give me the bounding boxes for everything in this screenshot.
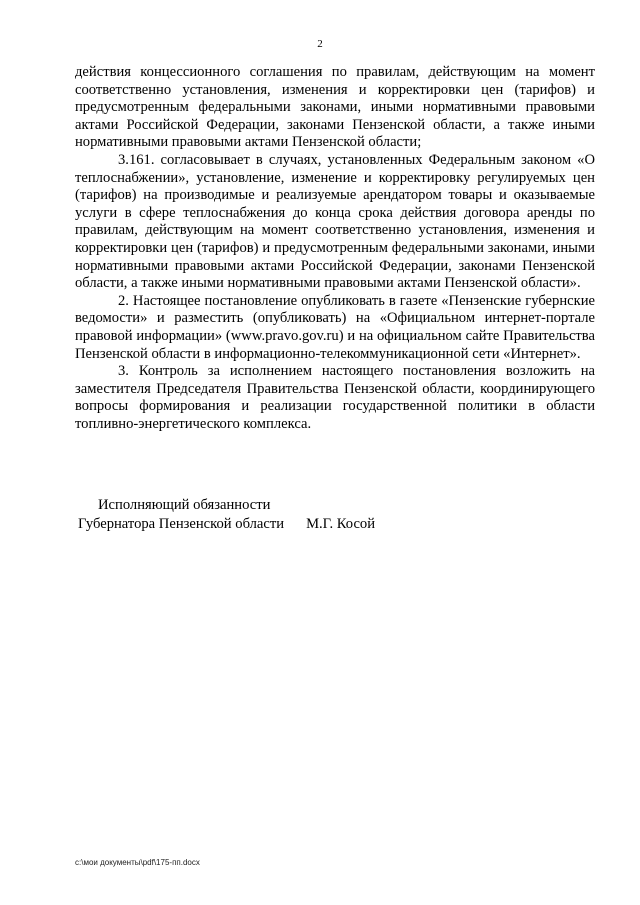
paragraph-control: 3. Контроль за исполнением настоящего постановления возложить на заместителя Председателя Правительства Пензенской области, координирующего вопросы формирования и реализации государственной политики в области топливно-энергетического комплекса. — [75, 363, 595, 432]
paragraph-continuation: действия концессионного соглашения по правилам, действующим на момент соответственно установления, изменения и корректировки цен (тарифов) и предусмотренным федеральными законами, иными нормативными правовыми актами Российской Федерации, законами Пензенской области, а также иными нормативными правовыми актами Пензенской области; — [75, 64, 595, 151]
page-number: 2 — [317, 38, 323, 50]
document-body — [75, 64, 595, 433]
paragraph-3-161: 3.161. согласовывает в случаях, установленных Федеральным законом «О теплоснабжении», установление, изменение и корректировку регулируемых цен (тарифов) на производимые и реализуемые арендатором товары и оказываемые услуги в сфере теплоснабжения до конца срока действия договора аренды по правилам, действующим на момент соответственно установления, изменения и корректировки цен (тарифов) и предусмотренным федеральными законами, иными нормативными правовыми актами Российской Федерации, законами Пензенской области, а также иными нормативными правовыми актами Пензенской области». — [75, 151, 595, 292]
signature-position-line: Исполняющий обязанности — [98, 497, 271, 513]
signatory-name: М.Г. Косой — [306, 516, 376, 532]
signature-title-line — [78, 515, 478, 534]
footer-file-path: c:\мои документы\pdf\175-пп.docx — [75, 858, 200, 867]
signature-title: Губернатора Пензенской области — [78, 516, 285, 532]
signature-block — [78, 496, 478, 534]
paragraph-publication: 2. Настоящее постановление опубликовать в газете «Пензенские губернские ведомости» и разместить (опубликовать) на «Официальном интернет-портале правовой информации» (www.pravo.gov.ru) и на официальном сайте Правительства Пензенской области в информационно-телекоммуникационной сети «Интернет». — [75, 292, 595, 362]
